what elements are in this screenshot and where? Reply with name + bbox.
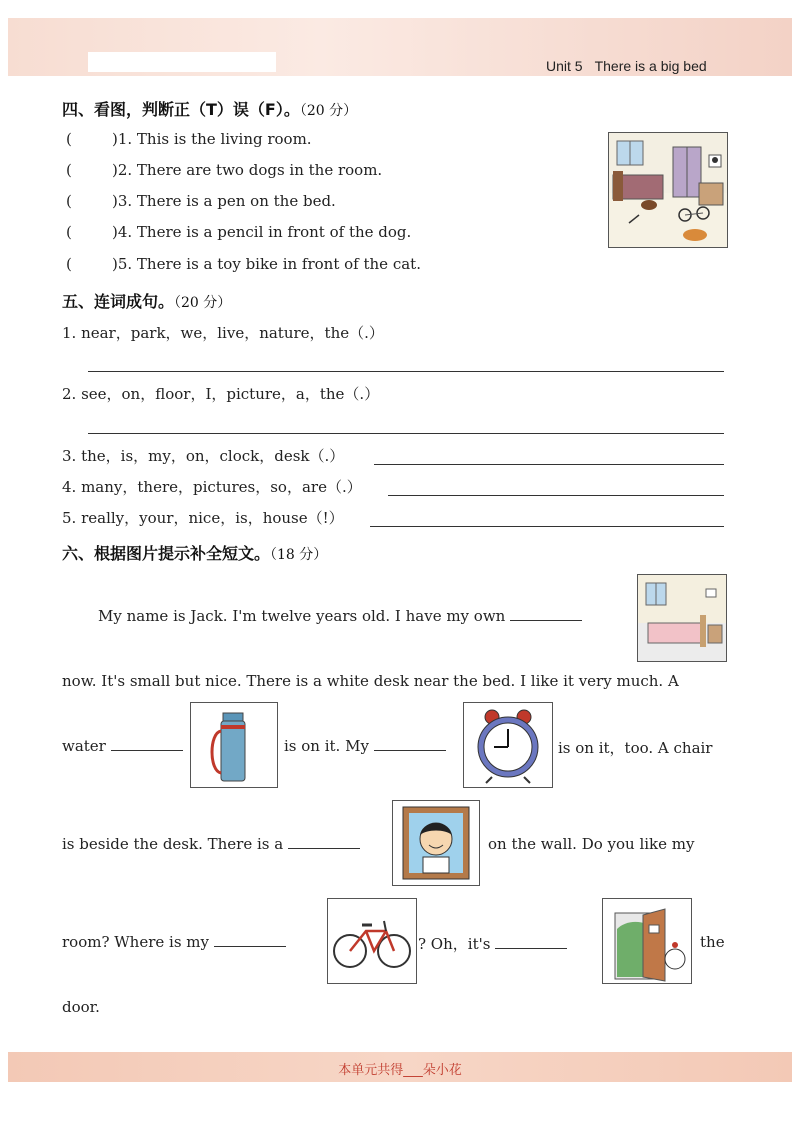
passage-line-5b: ? Oh，it's (418, 933, 567, 954)
reorder-question-5: 5. really，your，nice，is，house（!） (62, 509, 344, 527)
passage-line-6: door. (62, 998, 100, 1016)
blank-room[interactable] (510, 608, 582, 621)
bottle-picture (190, 702, 278, 788)
section4-title: 四、看图，判断正（T）误（F）。（20 分） (62, 100, 358, 119)
reorder-question-4: 4. many，there，pictures，so，are（.） (62, 478, 362, 496)
passage-line-4b: on the wall. Do you like my (488, 835, 695, 853)
passage-line-4a: is beside the desk. There is a (62, 835, 360, 853)
header-name-box (88, 52, 276, 72)
reorder-question-3: 3. the，is，my，on，clock，desk（.） (62, 447, 345, 465)
passage-line-5a: room? Where is my (62, 933, 286, 951)
unit-title: There is a big bed (594, 58, 707, 74)
answer-line-4[interactable] (388, 495, 724, 496)
room-hint-picture (637, 574, 727, 662)
tf-item-5[interactable]: ( )5. There is a toy bike in front of the cat. (66, 255, 421, 273)
bike-picture (327, 898, 417, 984)
answer-line-2[interactable] (88, 433, 724, 434)
bedroom-picture (608, 132, 728, 248)
tf-item-3[interactable]: ( )3. There is a pen on the bed. (66, 192, 336, 210)
clock-picture (463, 702, 553, 788)
section4-points: （20 分） (299, 103, 358, 119)
passage-line-1: My name is Jack. I'm twelve years old. I have my own (98, 607, 582, 625)
passage-line-2: now. It's small but nice. There is a white desk near the bed. I like it very much. A (62, 672, 679, 690)
answer-line-5[interactable] (370, 526, 724, 527)
reorder-question-1: 1. near，park，we，live，nature，the（.） (62, 324, 384, 342)
blank-location[interactable] (495, 936, 567, 949)
blank-clock[interactable] (374, 738, 446, 751)
blank-bottle[interactable] (111, 738, 183, 751)
unit-label: Unit 5 (546, 58, 583, 74)
answer-line-1[interactable] (88, 371, 724, 372)
tf-item-4[interactable]: ( )4. There is a pencil in front of the dog. (66, 223, 412, 241)
reorder-question-2: 2. see，on，floor，I，picture，a，the（.） (62, 385, 380, 403)
tf-item-2[interactable]: ( )2. There are two dogs in the room. (66, 161, 383, 179)
answer-line-3[interactable] (374, 464, 724, 465)
page-header (546, 58, 707, 74)
section5-points: （20 分） (174, 295, 232, 311)
section6-title: 六、根据图片提示补全短文。（18 分） (62, 544, 328, 563)
passage-line-3b: is on it. My (284, 737, 446, 755)
passage-line-3a: water (62, 737, 183, 755)
section6-points: （18 分） (270, 547, 328, 563)
section5-title: 五、连词成句。（20 分） (62, 292, 232, 311)
blank-picture[interactable] (288, 836, 360, 849)
passage-line-5c: the (700, 933, 725, 951)
footer-score-text: 本单元共得___朵小花 (338, 1063, 462, 1078)
blank-bike[interactable] (214, 934, 286, 947)
bike-behind-door-picture (602, 898, 692, 984)
passage-line-3c: is on it，too. A chair (558, 739, 713, 757)
tf-item-1[interactable]: ( )1. This is the living room. (66, 130, 312, 148)
portrait-picture (392, 800, 480, 886)
